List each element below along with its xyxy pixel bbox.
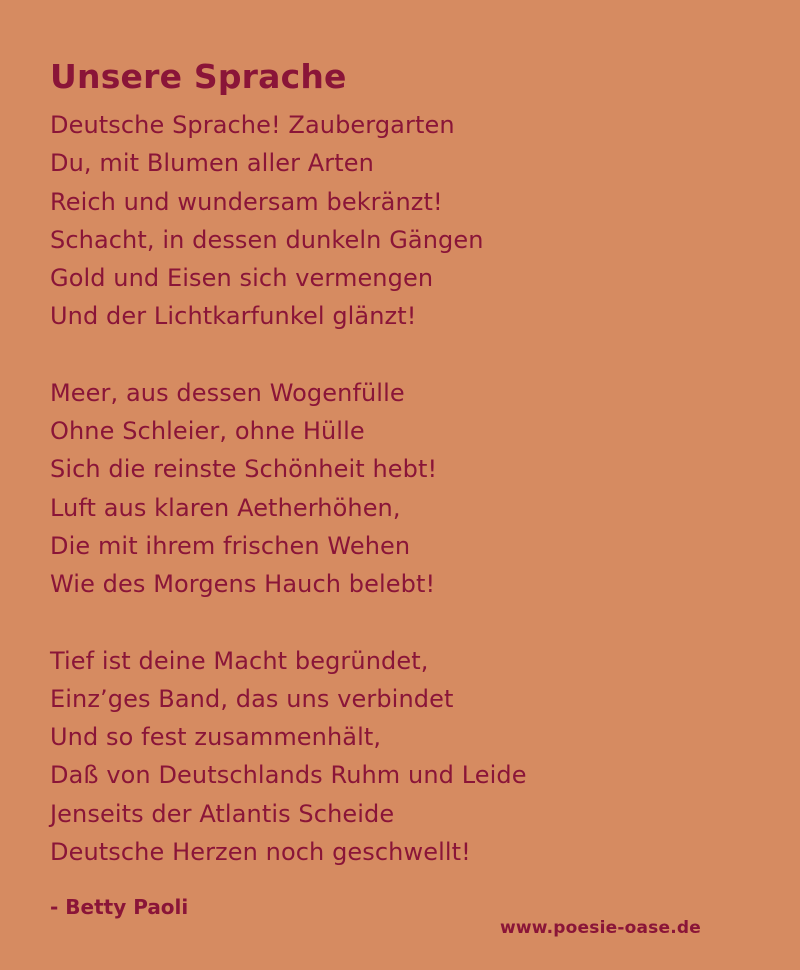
poem-container [50,52,750,909]
poem-line: Wie des Morgens Hauch belebt! [50,570,436,599]
poem-line: Deutsche Sprache! Zaubergarten [50,111,455,139]
poem-line: Einz’ges Band, das uns verbindet [50,684,454,713]
poem-line: Daß von Deutschlands Ruhm und Leide [50,761,527,790]
poem-line: Du, mit Blumen aller Arten [50,149,374,178]
poem-line: Jenseits der Atlantis Scheide [50,799,395,828]
poem-title: Unsere Sprache [50,57,347,96]
stanza-2 [50,374,750,604]
stanza-1 [50,106,750,336]
poem-author: - Betty Paoli [50,895,189,919]
poem-line: Sich die reinste Schönheit hebt! [50,455,438,484]
poem-line: Und so fest zusammenhält, [50,723,382,752]
poem-line: Schacht, in dessen dunkeln Gängen [50,225,484,254]
poem-line: Luft aus klaren Aetherhöhen, [50,493,401,522]
poem-line: Gold und Eisen sich vermengen [50,264,434,293]
poem-line: Tief ist deine Macht begründet, [50,646,429,675]
poem-line: Reich und wundersam bekränzt! [50,187,443,216]
poem-line: Und der Lichtkarfunkel glänzt! [50,302,417,331]
website-link[interactable]: www.poesie-oase.de [500,918,701,938]
poem-line: Die mit ihrem frischen Wehen [50,531,411,560]
poem-line: Deutsche Herzen noch geschwellt! [50,838,471,867]
stanza-3 [50,642,750,872]
poem-line: Ohne Schleier, ohne Hülle [50,417,365,446]
poem-line: Meer, aus dessen Wogenfülle [50,378,405,407]
